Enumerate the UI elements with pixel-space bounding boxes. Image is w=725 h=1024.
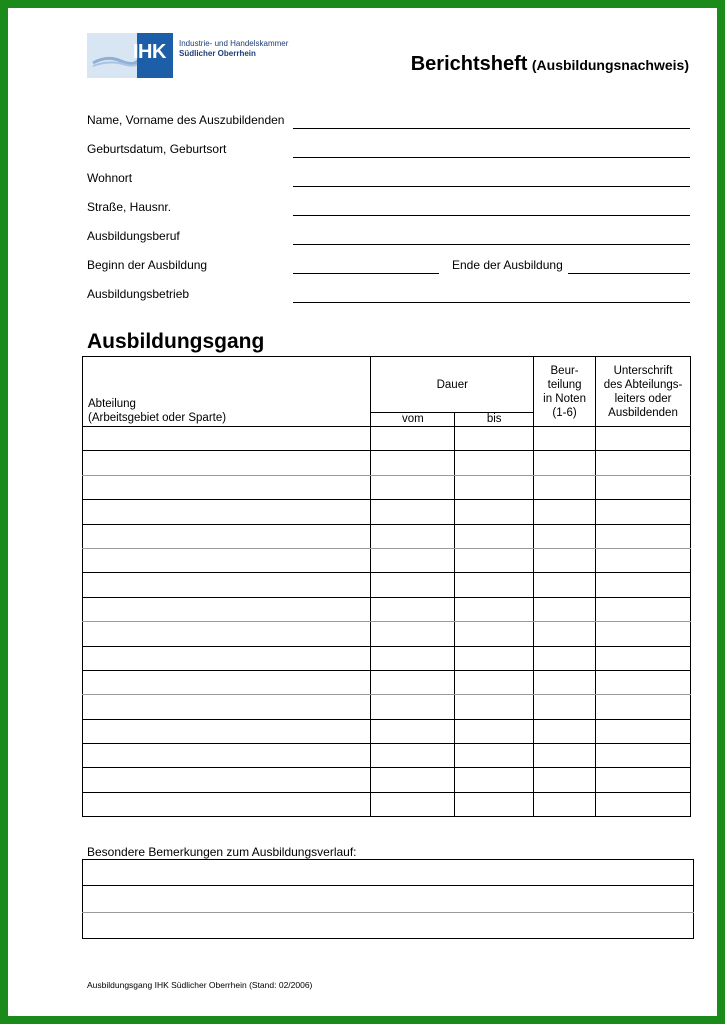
cell-vom[interactable] bbox=[371, 427, 455, 451]
cell-beurteilung[interactable] bbox=[534, 670, 596, 694]
section-title: Ausbildungsgang bbox=[87, 330, 265, 353]
cell-beurteilung[interactable] bbox=[534, 622, 596, 646]
cell-unterschrift[interactable] bbox=[596, 744, 691, 768]
cell-vom[interactable] bbox=[371, 719, 455, 743]
cell-beurteilung[interactable] bbox=[534, 427, 596, 451]
cell-unterschrift[interactable] bbox=[596, 427, 691, 451]
logo-abbr: IHK bbox=[133, 41, 166, 63]
header-unterschrift bbox=[596, 357, 691, 427]
cell-beurteilung[interactable] bbox=[534, 500, 596, 524]
field-birth-input[interactable] bbox=[293, 157, 690, 158]
cell-unterschrift[interactable] bbox=[596, 695, 691, 719]
cell-beurteilung[interactable] bbox=[534, 768, 596, 792]
cell-unterschrift[interactable] bbox=[596, 475, 691, 499]
cell-bis[interactable] bbox=[455, 548, 534, 572]
cell-unterschrift[interactable] bbox=[596, 719, 691, 743]
cell-beurteilung[interactable] bbox=[534, 744, 596, 768]
cell-abteilung[interactable] bbox=[83, 695, 371, 719]
cell-abteilung[interactable] bbox=[83, 451, 371, 475]
cell-vom[interactable] bbox=[371, 597, 455, 621]
header-dauer: Dauer bbox=[371, 357, 534, 413]
field-street-input[interactable] bbox=[293, 215, 690, 216]
cell-vom[interactable] bbox=[371, 451, 455, 475]
header-unterschrift-line-1: Unterschrift bbox=[613, 364, 673, 377]
header-unterschrift-line-3: leiters oder bbox=[614, 392, 672, 405]
field-start-end bbox=[87, 254, 690, 274]
cell-bis[interactable] bbox=[455, 768, 534, 792]
cell-unterschrift[interactable] bbox=[596, 500, 691, 524]
title-main: Berichtsheft bbox=[410, 53, 528, 75]
field-start-label: Beginn der Ausbildung bbox=[87, 258, 208, 272]
table-row bbox=[83, 622, 691, 646]
header-beurteilung-line-2: teilung bbox=[547, 378, 582, 391]
cell-abteilung[interactable] bbox=[83, 475, 371, 499]
cell-beurteilung[interactable] bbox=[534, 451, 596, 475]
header-abteilung-line-1: Abteilung bbox=[88, 398, 136, 410]
cell-vom[interactable] bbox=[371, 744, 455, 768]
cell-vom[interactable] bbox=[371, 524, 455, 548]
table-row bbox=[83, 695, 691, 719]
cell-abteilung[interactable] bbox=[83, 670, 371, 694]
logo-line-2: Südlicher Oberrhein bbox=[179, 49, 256, 58]
cell-bis[interactable] bbox=[455, 646, 534, 670]
table-row bbox=[83, 427, 691, 451]
cell-vom[interactable] bbox=[371, 500, 455, 524]
table-row bbox=[83, 500, 691, 524]
cell-vom[interactable] bbox=[371, 695, 455, 719]
ihk-logo bbox=[87, 33, 288, 78]
cell-abteilung[interactable] bbox=[83, 768, 371, 792]
field-company bbox=[87, 283, 690, 303]
cell-abteilung[interactable] bbox=[83, 500, 371, 524]
field-name-input[interactable] bbox=[293, 128, 690, 129]
cell-unterschrift[interactable] bbox=[596, 573, 691, 597]
cell-beurteilung[interactable] bbox=[534, 573, 596, 597]
field-name-label: Name, Vorname des Auszubildenden bbox=[87, 113, 285, 127]
cell-bis[interactable] bbox=[455, 573, 534, 597]
field-start-input[interactable] bbox=[293, 273, 439, 274]
table-row bbox=[83, 744, 691, 768]
field-occupation-label: Ausbildungsberuf bbox=[87, 229, 180, 243]
header-vom: vom bbox=[371, 413, 455, 427]
table-row bbox=[83, 573, 691, 597]
header-beurteilung-line-4: (1-6) bbox=[552, 406, 577, 419]
field-street-label: Straße, Hausnr. bbox=[87, 200, 172, 214]
remarks-line[interactable] bbox=[83, 886, 694, 912]
table-row bbox=[83, 524, 691, 548]
cell-unterschrift[interactable] bbox=[596, 768, 691, 792]
table-header-row bbox=[83, 357, 691, 413]
cell-beurteilung[interactable] bbox=[534, 695, 596, 719]
table-row bbox=[83, 597, 691, 621]
field-company-input[interactable] bbox=[293, 302, 690, 303]
cell-unterschrift[interactable] bbox=[596, 670, 691, 694]
table-row bbox=[83, 792, 691, 816]
table-row bbox=[83, 451, 691, 475]
remarks-line[interactable] bbox=[83, 860, 694, 886]
field-residence-label: Wohnort bbox=[87, 171, 133, 185]
header-bis: bis bbox=[455, 413, 534, 427]
header-abteilung-line-2: (Arbeitsgebiet oder Sparte) bbox=[88, 412, 227, 424]
cell-abteilung[interactable] bbox=[83, 427, 371, 451]
cell-abteilung[interactable] bbox=[83, 792, 371, 816]
cell-abteilung[interactable] bbox=[83, 622, 371, 646]
table-row bbox=[83, 475, 691, 499]
cell-abteilung[interactable] bbox=[83, 524, 371, 548]
field-residence bbox=[87, 167, 690, 187]
cell-vom[interactable] bbox=[371, 548, 455, 572]
table-row bbox=[83, 646, 691, 670]
training-table bbox=[82, 356, 691, 817]
cell-vom[interactable] bbox=[371, 573, 455, 597]
table-row bbox=[83, 670, 691, 694]
header-abteilung bbox=[83, 357, 371, 427]
cell-beurteilung[interactable] bbox=[534, 646, 596, 670]
header-beurteilung-line-3: in Noten bbox=[543, 392, 586, 405]
cell-vom[interactable] bbox=[371, 646, 455, 670]
cell-bis[interactable] bbox=[455, 695, 534, 719]
cell-vom[interactable] bbox=[371, 670, 455, 694]
remarks-table bbox=[82, 859, 694, 939]
document-page bbox=[8, 8, 717, 1016]
cell-unterschrift[interactable] bbox=[596, 451, 691, 475]
field-birth-label: Geburtsdatum, Geburtsort bbox=[87, 142, 227, 156]
cell-bis[interactable] bbox=[455, 622, 534, 646]
cell-bis[interactable] bbox=[455, 792, 534, 816]
cell-vom[interactable] bbox=[371, 475, 455, 499]
cell-abteilung[interactable] bbox=[83, 573, 371, 597]
header-unterschrift-line-4: Ausbildenden bbox=[608, 406, 678, 419]
remarks-label: Besondere Bemerkungen zum Ausbildungsverlauf: bbox=[87, 845, 357, 859]
field-end-input[interactable] bbox=[568, 273, 690, 274]
cell-bis[interactable] bbox=[455, 670, 534, 694]
cell-bis[interactable] bbox=[455, 524, 534, 548]
cell-abteilung[interactable] bbox=[83, 744, 371, 768]
field-company-label: Ausbildungsbetrieb bbox=[87, 287, 190, 301]
cell-bis[interactable] bbox=[455, 744, 534, 768]
cell-unterschrift[interactable] bbox=[596, 548, 691, 572]
cell-beurteilung[interactable] bbox=[534, 719, 596, 743]
cell-bis[interactable] bbox=[455, 451, 534, 475]
field-street bbox=[87, 196, 690, 216]
table-row bbox=[83, 719, 691, 743]
cell-beurteilung[interactable] bbox=[534, 524, 596, 548]
title-sub: (Ausbildungsnachweis) bbox=[531, 57, 689, 73]
cell-unterschrift[interactable] bbox=[596, 597, 691, 621]
cell-beurteilung[interactable] bbox=[534, 597, 596, 621]
cell-bis[interactable] bbox=[455, 719, 534, 743]
cell-unterschrift[interactable] bbox=[596, 646, 691, 670]
cell-beurteilung[interactable] bbox=[534, 792, 596, 816]
cell-abteilung[interactable] bbox=[83, 646, 371, 670]
header-unterschrift-line-2: des Abteilungs- bbox=[603, 378, 683, 391]
cell-vom[interactable] bbox=[371, 622, 455, 646]
table-row bbox=[83, 768, 691, 792]
cell-abteilung[interactable] bbox=[83, 597, 371, 621]
document-title bbox=[411, 53, 689, 76]
logo-line-1: Industrie- und Handelskammer bbox=[179, 39, 289, 48]
header-beurteilung-line-1: Beur- bbox=[550, 364, 579, 377]
logo-text bbox=[179, 33, 288, 78]
remarks-row bbox=[83, 912, 694, 938]
cell-beurteilung[interactable] bbox=[534, 548, 596, 572]
cell-vom[interactable] bbox=[371, 792, 455, 816]
cell-beurteilung[interactable] bbox=[534, 475, 596, 499]
table-row bbox=[83, 548, 691, 572]
cell-unterschrift[interactable] bbox=[596, 792, 691, 816]
field-name bbox=[87, 109, 690, 129]
logo-graphic bbox=[87, 33, 173, 78]
cell-unterschrift[interactable] bbox=[596, 524, 691, 548]
field-end-label: Ende der Ausbildung bbox=[452, 258, 563, 272]
remarks-row bbox=[83, 860, 694, 886]
remarks-row bbox=[83, 886, 694, 912]
footer-text: Ausbildungsgang IHK Südlicher Oberrhein (Stand: 02/2006) bbox=[87, 980, 313, 990]
remarks-line[interactable] bbox=[83, 912, 694, 938]
field-occupation bbox=[87, 225, 690, 245]
header-beurteilung bbox=[534, 357, 596, 427]
field-birth bbox=[87, 138, 690, 158]
cell-abteilung[interactable] bbox=[83, 548, 371, 572]
cell-bis[interactable] bbox=[455, 597, 534, 621]
field-residence-input[interactable] bbox=[293, 186, 690, 187]
cell-unterschrift[interactable] bbox=[596, 622, 691, 646]
cell-abteilung[interactable] bbox=[83, 719, 371, 743]
cell-bis[interactable] bbox=[455, 427, 534, 451]
cell-bis[interactable] bbox=[455, 500, 534, 524]
cell-vom[interactable] bbox=[371, 768, 455, 792]
cell-bis[interactable] bbox=[455, 475, 534, 499]
field-occupation-input[interactable] bbox=[293, 244, 690, 245]
